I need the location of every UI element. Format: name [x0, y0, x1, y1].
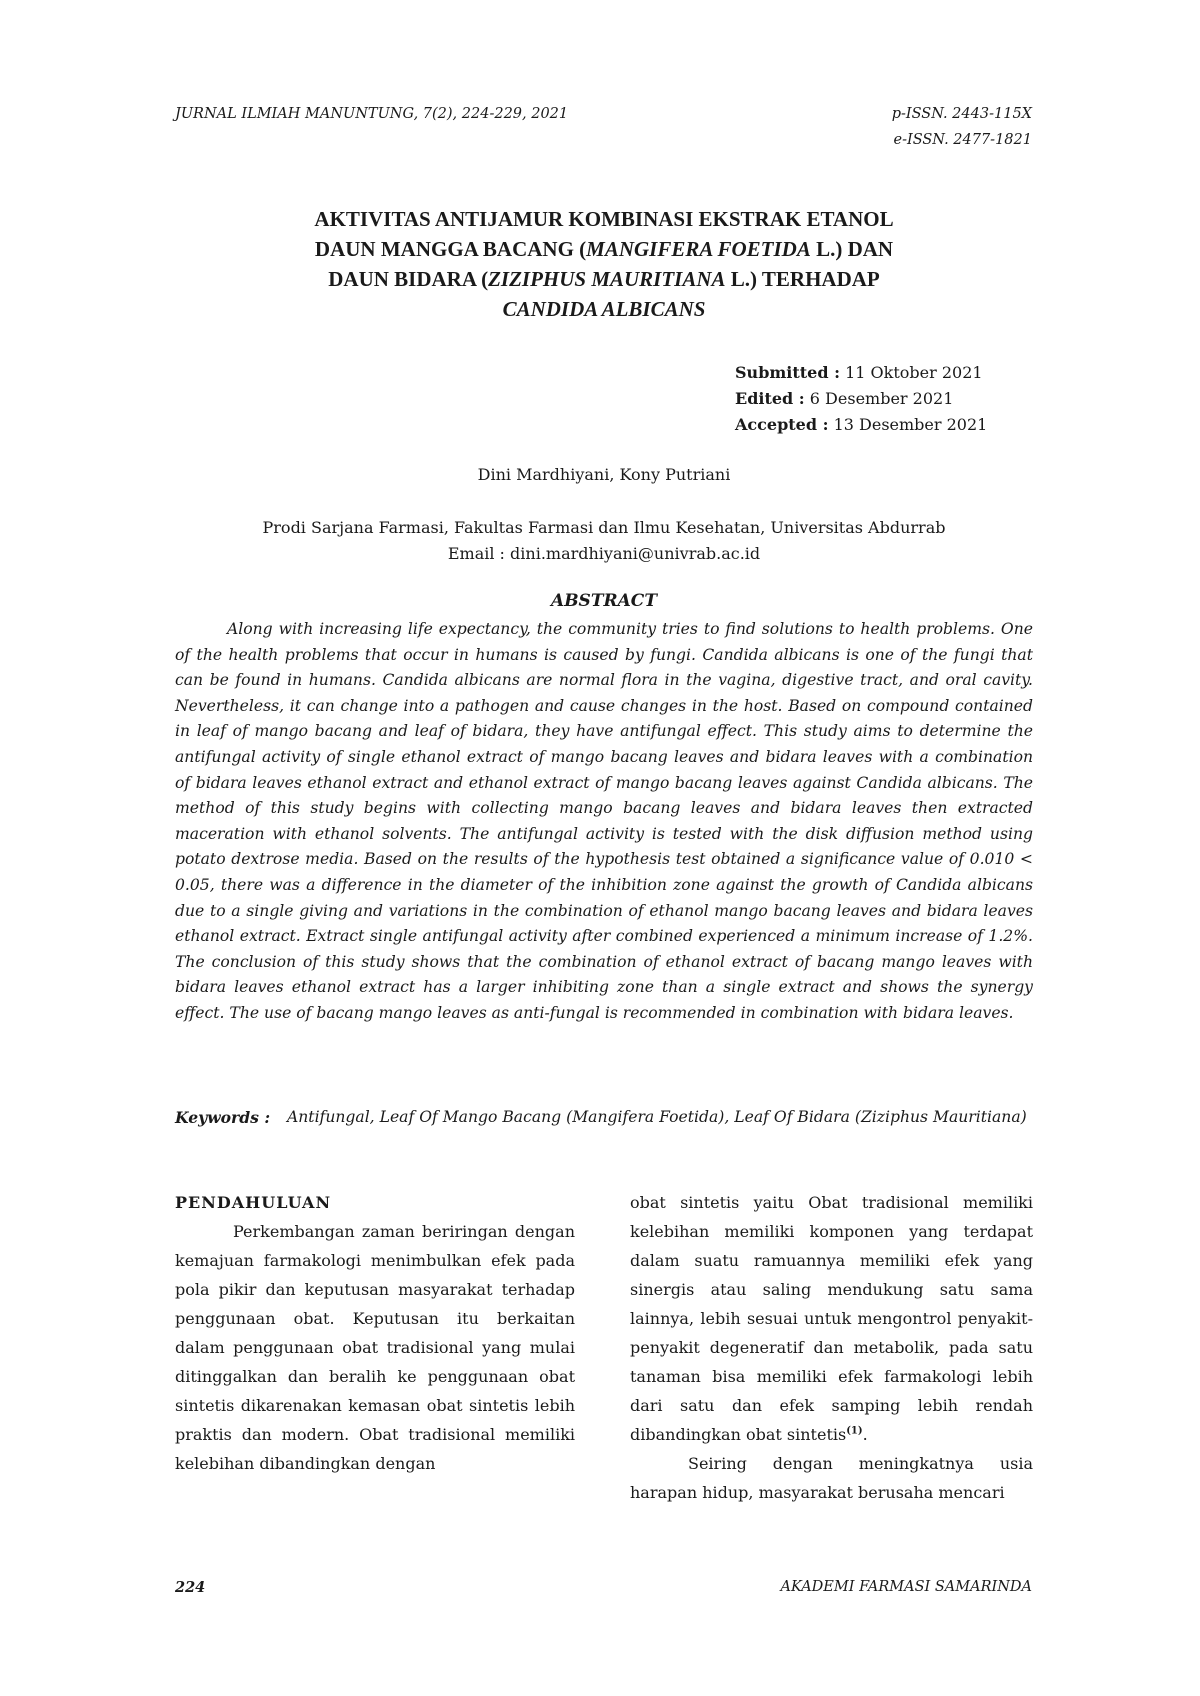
date-value: 11 Oktober 2021: [840, 363, 983, 382]
title-text: L.) DAN: [810, 237, 894, 261]
author-email[interactable]: Email : dini.mardhiyani@univrab.ac.id: [447, 544, 761, 563]
title-text: DAUN MANGGA BACANG (: [314, 237, 587, 261]
article-title: [175, 204, 1033, 324]
title-text: L.) TERHADAP: [725, 267, 880, 291]
date-label: Edited :: [735, 389, 805, 408]
keywords-label: Keywords :: [175, 1108, 271, 1127]
body-paragraph: Perkembangan zaman beriringan dengan kemajuan farmakologi menimbulkan efek pada pola pikir dan keputusan masyarakat terhadap penggunaan obat. Keputusan itu berkaitan dalam penggunaan obat tradisional yang mulai ditinggalkan dan beralih ke penggunaan obat sintetis dikarenakan kemasan obat sintetis lebih praktis dan modern. Obat tradisional memiliki kelebihan dibandingkan dengan: [175, 1222, 575, 1473]
submitted-date: [735, 360, 987, 386]
edited-date: [735, 386, 987, 412]
paragraph-text: .: [862, 1425, 868, 1444]
affiliation: [175, 515, 1033, 567]
date-value: 6 Desember 2021: [804, 389, 954, 408]
body-paragraph: Seiring dengan meningkatnya usia harapan hidup, masyarakat berusaha mencari: [630, 1454, 1033, 1502]
species-name: MANGIFERA FOETIDA: [586, 237, 811, 261]
issn-block: [892, 101, 1032, 153]
species-name: CANDIDA ALBICANS: [502, 297, 706, 321]
body-column-right: [630, 1188, 1033, 1507]
title-line-3: [175, 264, 1033, 294]
keywords: [175, 1105, 1033, 1131]
date-label: Accepted :: [735, 415, 829, 434]
date-label: Submitted :: [735, 363, 841, 382]
p-issn: p-ISSN. 2443-115X: [891, 106, 1032, 122]
publisher-footer: AKADEMI FARMASI SAMARINDA: [780, 1579, 1032, 1595]
body-column-left: [175, 1188, 575, 1478]
title-line-4: [175, 294, 1033, 324]
author-list: Dini Mardhiyani, Kony Putriani: [477, 465, 731, 484]
page-number: 224: [175, 1579, 206, 1596]
section-heading: PENDAHULUAN: [175, 1193, 332, 1212]
paragraph-text: obat sintetis yaitu Obat tradisional memiliki kelebihan memiliki komponen yang terdapat dalam suatu ramuannya memiliki efek yang sinergis atau saling mendukung satu sama lainnya, lebih sesuai untuk mengontrol penyakit-penyakit degeneratif dan metabolik, pada satu tanaman bisa memiliki efek farmakologi lebih dari satu dan efek samping lebih rendah dibandingkan obat sintetis: [630, 1193, 1033, 1444]
accepted-date: [735, 412, 987, 438]
e-issn: e-ISSN. 2477-1821: [893, 132, 1032, 148]
species-name: ZIZIPHUS MAURITIANA: [488, 267, 726, 291]
abstract-heading: ABSTRACT: [551, 591, 657, 611]
keywords-text: Antifungal, Leaf Of Mango Bacang (Mangifera Foetida), Leaf Of Bidara (Ziziphus Mauritiana): [287, 1108, 1027, 1126]
institution: Prodi Sarjana Farmasi, Fakultas Farmasi dan Ilmu Kesehatan, Universitas Abdurrab: [262, 518, 946, 537]
title-text: DAUN BIDARA (: [328, 267, 489, 291]
article-dates: [735, 360, 987, 438]
title-line-2: [175, 234, 1033, 264]
citation-ref[interactable]: (1): [846, 1425, 863, 1437]
journal-citation: JURNAL ILMIAH MANUNTUNG, 7(2), 224-229, 2021: [175, 106, 569, 122]
body-paragraph: [630, 1188, 1033, 1449]
date-value: 13 Desember 2021: [828, 415, 988, 434]
title-line-1: AKTIVITAS ANTIJAMUR KOMBINASI EKSTRAK ETANOL: [314, 207, 894, 231]
abstract-text: Along with increasing life expectancy, the community tries to find solutions to health problems. One of the health problems that occur in humans is caused by fungi. Candida albicans is one of the fungi that can be found in humans. Candida albicans are normal flora in the vagina, digestive tract, and oral cavity. Nevertheless, it can change into a pathogen and cause changes in the host. Based on compound contained in leaf of mango bacang and leaf of bidara, they have antifungal effect. This study aims to determine the antifungal activity of single ethanol extract of mango bacang leaves and bidara leaves with a combination of bidara leaves ethanol extract and ethanol extract of mango bacang leaves against Candida albicans. The method of this study begins with collecting mango bacang leaves and bidara leaves then extracted maceration with ethanol solvents. The antifungal activity is tested with the disk diffusion method using potato dextrose media. Based on the results of the hypothesis test obtained a significance value of 0.010 < 0.05, there was a difference in the diameter of the inhibition zone against the growth of Candida albicans due to a single giving and variations in the combination of ethanol mango bacang leaves and bidara leaves ethanol extract. Extract single antifungal activity after combined experienced a minimum increase of 1.2%. The conclusion of this study shows that the combination of ethanol extract of bacang mango leaves with bidara leaves ethanol extract has a larger inhibiting zone than a single extract and shows the synergy effect. The use of bacang mango leaves as anti-fungal is recommended in combination with bidara leaves.: [175, 620, 1033, 1022]
